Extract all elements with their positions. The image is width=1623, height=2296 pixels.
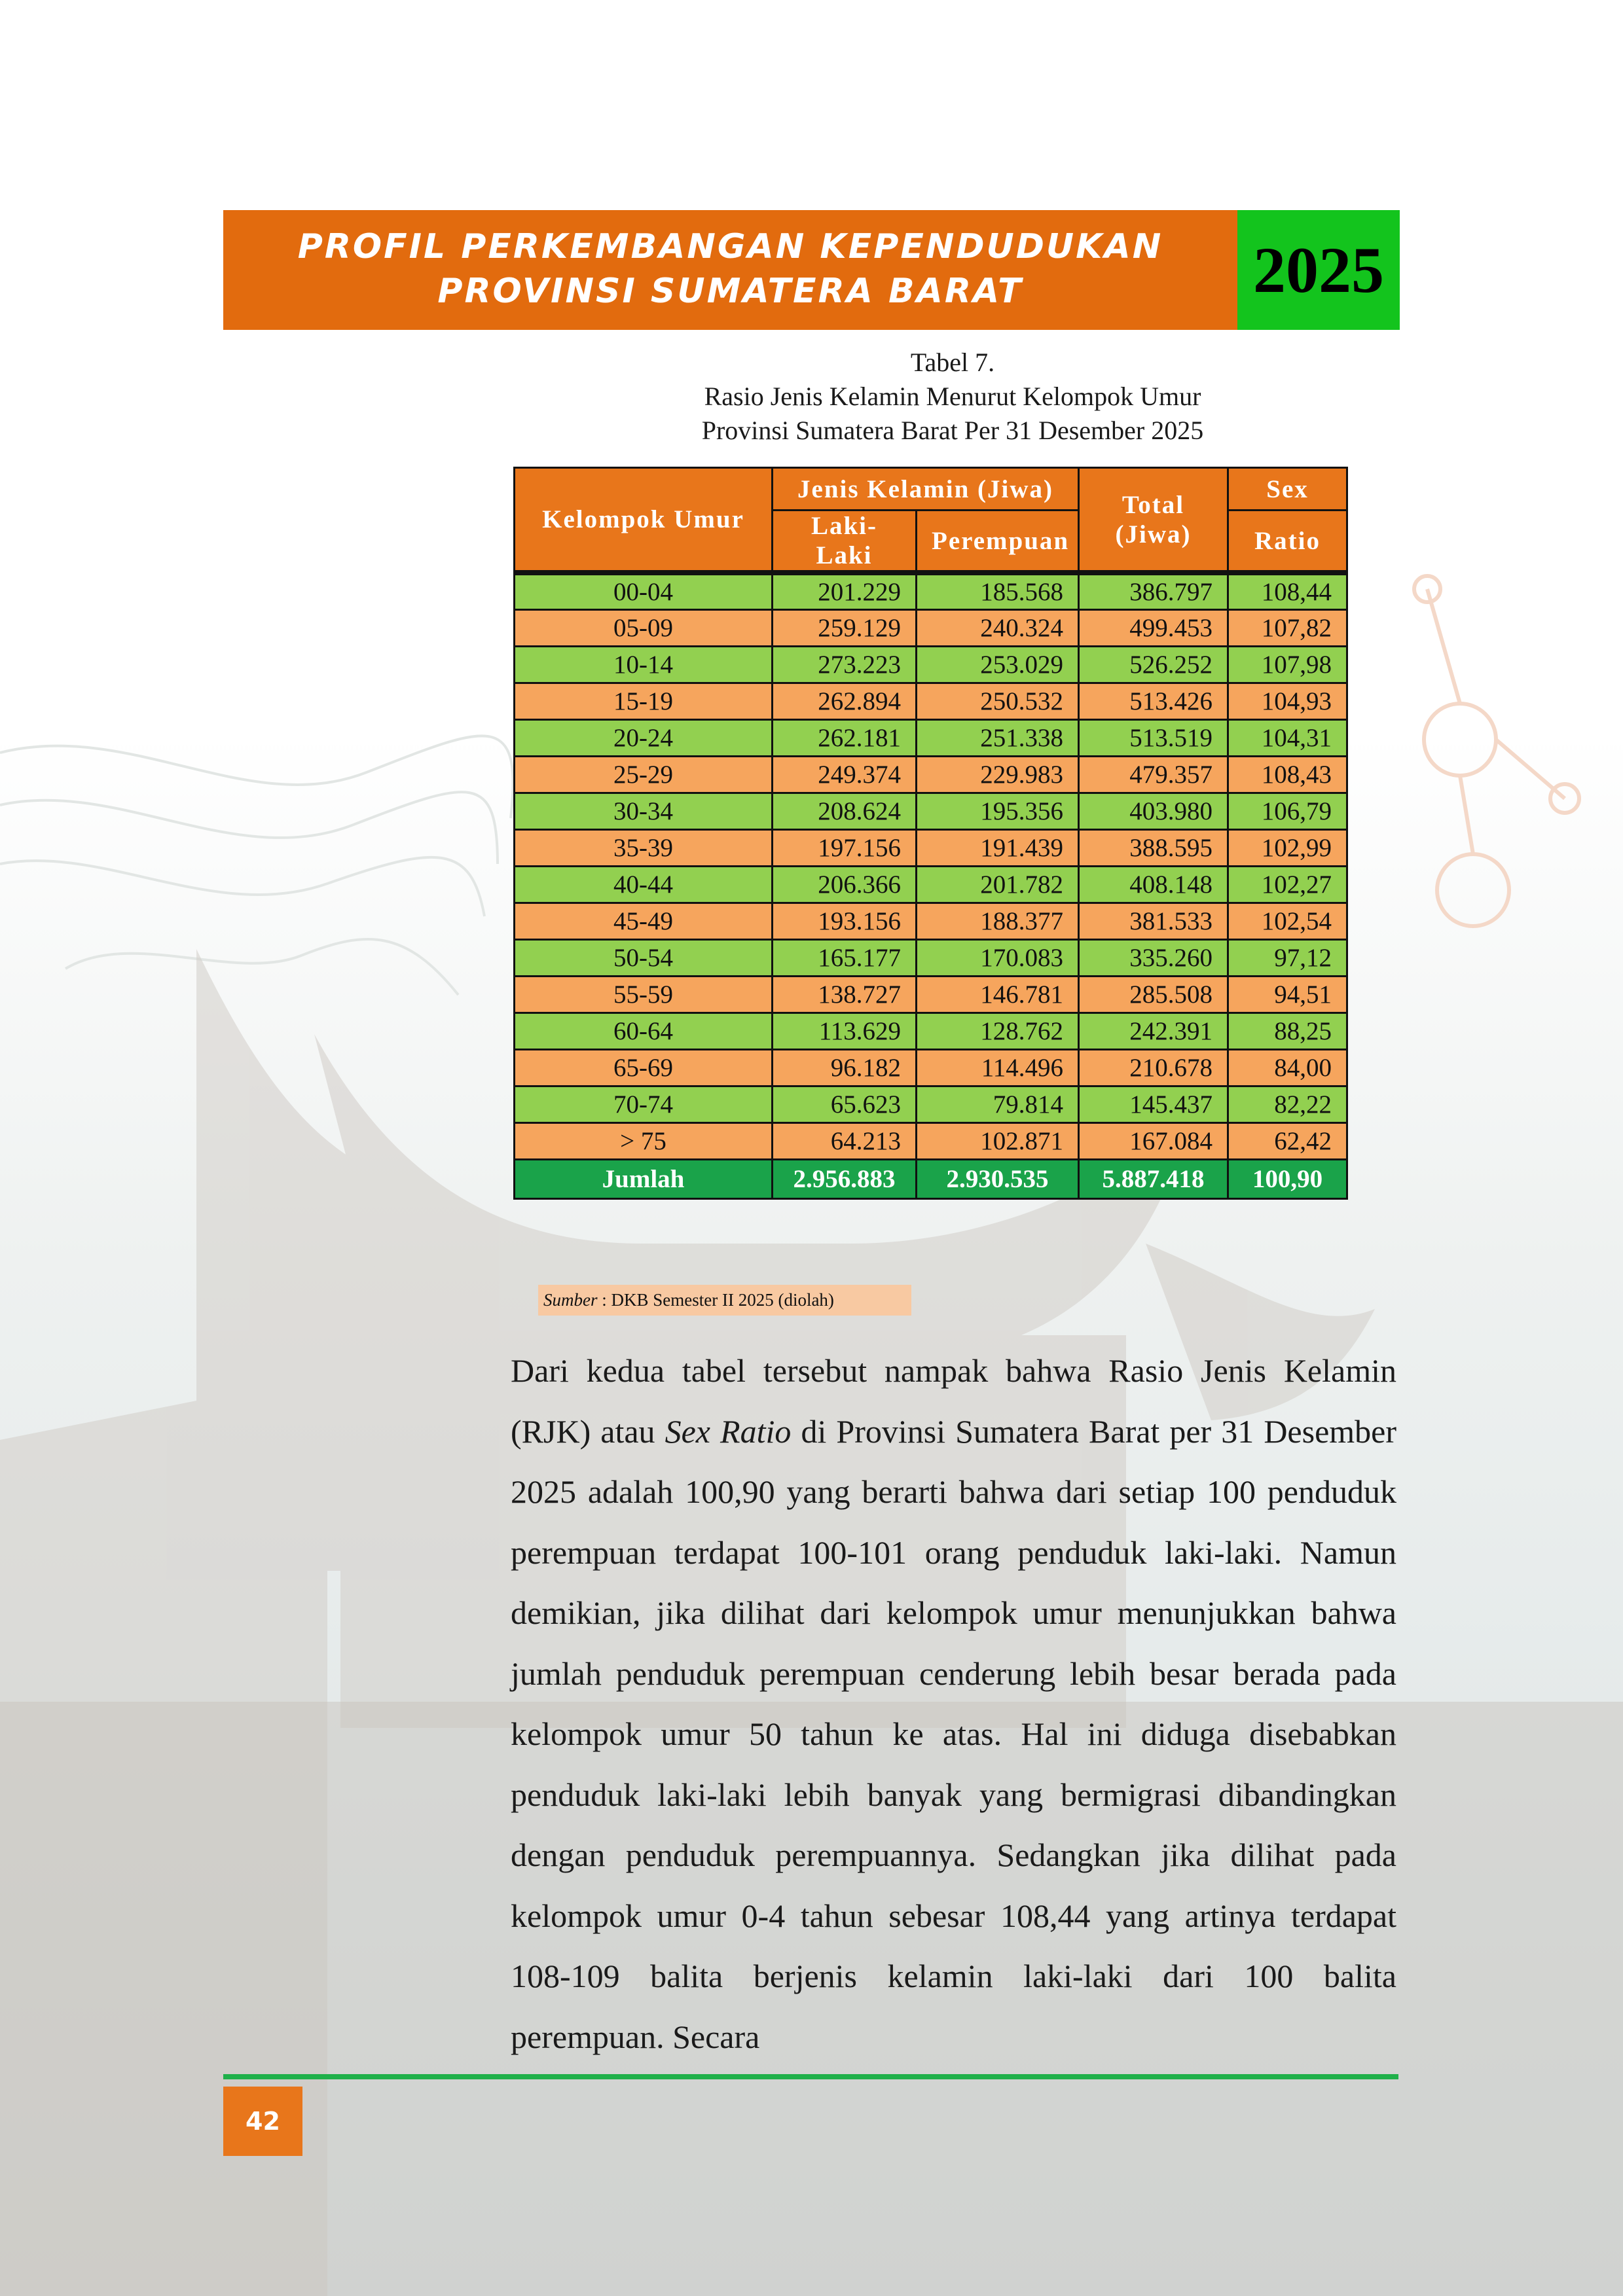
cell-male: 259.129 — [773, 609, 917, 646]
page-number: 42 — [223, 2087, 302, 2156]
cell-male: 206.366 — [773, 866, 917, 903]
cell-male: 193.156 — [773, 903, 917, 939]
cell-female: 250.532 — [917, 683, 1079, 719]
cell-age: > 75 — [515, 1122, 773, 1159]
cell-ratio: 62,42 — [1228, 1122, 1347, 1159]
total-cell-female: 2.930.535 — [917, 1159, 1079, 1198]
header-ratio-line2: Ratio — [1228, 511, 1347, 573]
table-row — [515, 646, 1347, 683]
cell-ratio: 107,82 — [1228, 609, 1347, 646]
cell-ratio: 82,22 — [1228, 1086, 1347, 1122]
total-row — [515, 1159, 1347, 1198]
table-row — [515, 866, 1347, 903]
cell-female: 253.029 — [917, 646, 1079, 683]
cell-ratio: 108,43 — [1228, 756, 1347, 793]
cell-female: 146.781 — [917, 976, 1079, 1013]
cell-total: 479.357 — [1079, 756, 1228, 793]
cell-male: 96.182 — [773, 1049, 917, 1086]
cell-female: 229.983 — [917, 756, 1079, 793]
cell-total: 513.519 — [1079, 719, 1228, 756]
cell-female: 195.356 — [917, 793, 1079, 829]
cell-male: 65.623 — [773, 1086, 917, 1122]
cell-total: 526.252 — [1079, 646, 1228, 683]
cell-age: 30-34 — [515, 793, 773, 829]
cell-age: 10-14 — [515, 646, 773, 683]
paragraph-part2: di Provinsi Sumatera Barat per 31 Desember 2025 adalah 100,90 yang berarti bahwa dari setiap 100 penduduk perempuan terdapat 100-101 orang penduduk laki-laki. Namun demikian, jika dilihat dari kelompok umur menunjukkan bahwa jumlah penduduk perempuan cenderung lebih besar berada pada kelompok umur 50 tahun ke atas. Hal ini diduga disebabkan penduduk laki-laki lebih banyak yang bermigrasi dibandingkan dengan penduduk perempuannya. Sedangkan jika dilihat pada kelompok umur 0-4 tahun sebesar 108,44 yang artinya terdapat 108-109 balita berjenis kelamin laki-laki dari 100 balita perempuan. Secara — [511, 1412, 1396, 2055]
cell-male: 138.727 — [773, 976, 917, 1013]
cell-age: 15-19 — [515, 683, 773, 719]
sex-ratio-table — [513, 467, 1348, 1200]
header-ratio-line1: Sex — [1228, 468, 1347, 511]
cell-age: 20-24 — [515, 719, 773, 756]
cell-ratio: 97,12 — [1228, 939, 1347, 976]
cell-male: 64.213 — [773, 1122, 917, 1159]
table-row — [515, 829, 1347, 866]
total-cell-total: 5.887.418 — [1079, 1159, 1228, 1198]
cell-total: 388.595 — [1079, 829, 1228, 866]
cell-total: 145.437 — [1079, 1086, 1228, 1122]
source-text: : DKB Semester II 2025 (diolah) — [602, 1290, 834, 1310]
cell-ratio: 108,44 — [1228, 573, 1347, 609]
cell-total: 513.426 — [1079, 683, 1228, 719]
cell-female: 102.871 — [917, 1122, 1079, 1159]
cell-total: 167.084 — [1079, 1122, 1228, 1159]
body-paragraph — [511, 1340, 1396, 2067]
cell-female: 128.762 — [917, 1013, 1079, 1049]
cell-age: 35-39 — [515, 829, 773, 866]
table-caption — [648, 346, 1257, 448]
table-row — [515, 1013, 1347, 1049]
cell-total: 408.148 — [1079, 866, 1228, 903]
header-male: Laki-Laki — [773, 511, 917, 573]
cell-age: 05-09 — [515, 609, 773, 646]
table-row — [515, 1086, 1347, 1122]
table-row — [515, 719, 1347, 756]
caption-line2: Rasio Jenis Kelamin Menurut Kelompok Umur — [704, 382, 1201, 411]
cell-ratio: 107,98 — [1228, 646, 1347, 683]
document-title — [223, 224, 1237, 314]
header-age-group: Kelompok Umur — [515, 468, 773, 573]
cell-total: 285.508 — [1079, 976, 1228, 1013]
cell-female: 79.814 — [917, 1086, 1079, 1122]
cell-age: 00-04 — [515, 573, 773, 609]
cell-total: 403.980 — [1079, 793, 1228, 829]
cell-age: 50-54 — [515, 939, 773, 976]
cell-total: 335.260 — [1079, 939, 1228, 976]
header-female: Perempuan — [917, 511, 1079, 573]
footer-divider — [223, 2074, 1398, 2079]
total-cell-ratio: 100,90 — [1228, 1159, 1347, 1198]
cell-female: 170.083 — [917, 939, 1079, 976]
cell-age: 65-69 — [515, 1049, 773, 1086]
cell-total: 499.453 — [1079, 609, 1228, 646]
table-row — [515, 793, 1347, 829]
cell-age: 25-29 — [515, 756, 773, 793]
cell-male: 262.181 — [773, 719, 917, 756]
paragraph-italic-term: Sex Ratio — [665, 1412, 792, 1450]
cell-ratio: 88,25 — [1228, 1013, 1347, 1049]
cell-male: 113.629 — [773, 1013, 917, 1049]
table-row — [515, 609, 1347, 646]
cell-male: 273.223 — [773, 646, 917, 683]
cell-female: 201.782 — [917, 866, 1079, 903]
table-row — [515, 756, 1347, 793]
cell-ratio: 102,27 — [1228, 866, 1347, 903]
cell-age: 70-74 — [515, 1086, 773, 1122]
table-row — [515, 683, 1347, 719]
cell-ratio: 94,51 — [1228, 976, 1347, 1013]
cell-male: 249.374 — [773, 756, 917, 793]
caption-line1: Tabel 7. — [910, 348, 995, 377]
table-row — [515, 1122, 1347, 1159]
caption-line3: Provinsi Sumatera Barat Per 31 Desember 2025 — [701, 416, 1204, 445]
cell-ratio: 104,93 — [1228, 683, 1347, 719]
cell-female: 191.439 — [917, 829, 1079, 866]
cell-total: 381.533 — [1079, 903, 1228, 939]
cell-female: 114.496 — [917, 1049, 1079, 1086]
cell-ratio: 84,00 — [1228, 1049, 1347, 1086]
cell-male: 201.229 — [773, 573, 917, 609]
header-banner — [223, 210, 1237, 330]
cell-total: 210.678 — [1079, 1049, 1228, 1086]
cell-age: 45-49 — [515, 903, 773, 939]
table-row — [515, 976, 1347, 1013]
cell-ratio: 104,31 — [1228, 719, 1347, 756]
cell-age: 55-59 — [515, 976, 773, 1013]
cell-male: 208.624 — [773, 793, 917, 829]
cell-female: 240.324 — [917, 609, 1079, 646]
paragraph-part1: Dari kedua tabel tersebut nampak bahwa Rasio Jenis Kelamin (RJK) atau — [511, 1352, 1396, 1450]
table-row — [515, 939, 1347, 976]
cell-total: 386.797 — [1079, 573, 1228, 609]
cell-age: 60-64 — [515, 1013, 773, 1049]
cell-ratio: 102,54 — [1228, 903, 1347, 939]
cell-ratio: 106,79 — [1228, 793, 1347, 829]
cell-total: 242.391 — [1079, 1013, 1228, 1049]
cell-male: 165.177 — [773, 939, 917, 976]
cell-male: 197.156 — [773, 829, 917, 866]
table-row — [515, 1049, 1347, 1086]
cell-female: 188.377 — [917, 903, 1079, 939]
total-cell-age: Jumlah — [515, 1159, 773, 1198]
document-title-line1: PROFIL PERKEMBANGAN KEPENDUDUKAN — [297, 227, 1163, 266]
source-note — [538, 1285, 911, 1316]
cell-female: 185.568 — [917, 573, 1079, 609]
cell-ratio: 102,99 — [1228, 829, 1347, 866]
year-label: 2025 — [1253, 234, 1384, 306]
table-row — [515, 573, 1347, 609]
cell-female: 251.338 — [917, 719, 1079, 756]
table-row — [515, 903, 1347, 939]
total-cell-male: 2.956.883 — [773, 1159, 917, 1198]
cell-male: 262.894 — [773, 683, 917, 719]
cell-age: 40-44 — [515, 866, 773, 903]
header-gender-group: Jenis Kelamin (Jiwa) — [773, 468, 1079, 511]
year-badge — [1237, 210, 1400, 330]
document-title-line2: PROVINSI SUMATERA BARAT — [437, 272, 1023, 311]
source-label: Sumber — [543, 1290, 598, 1310]
header-total: Total (Jiwa) — [1079, 468, 1228, 573]
